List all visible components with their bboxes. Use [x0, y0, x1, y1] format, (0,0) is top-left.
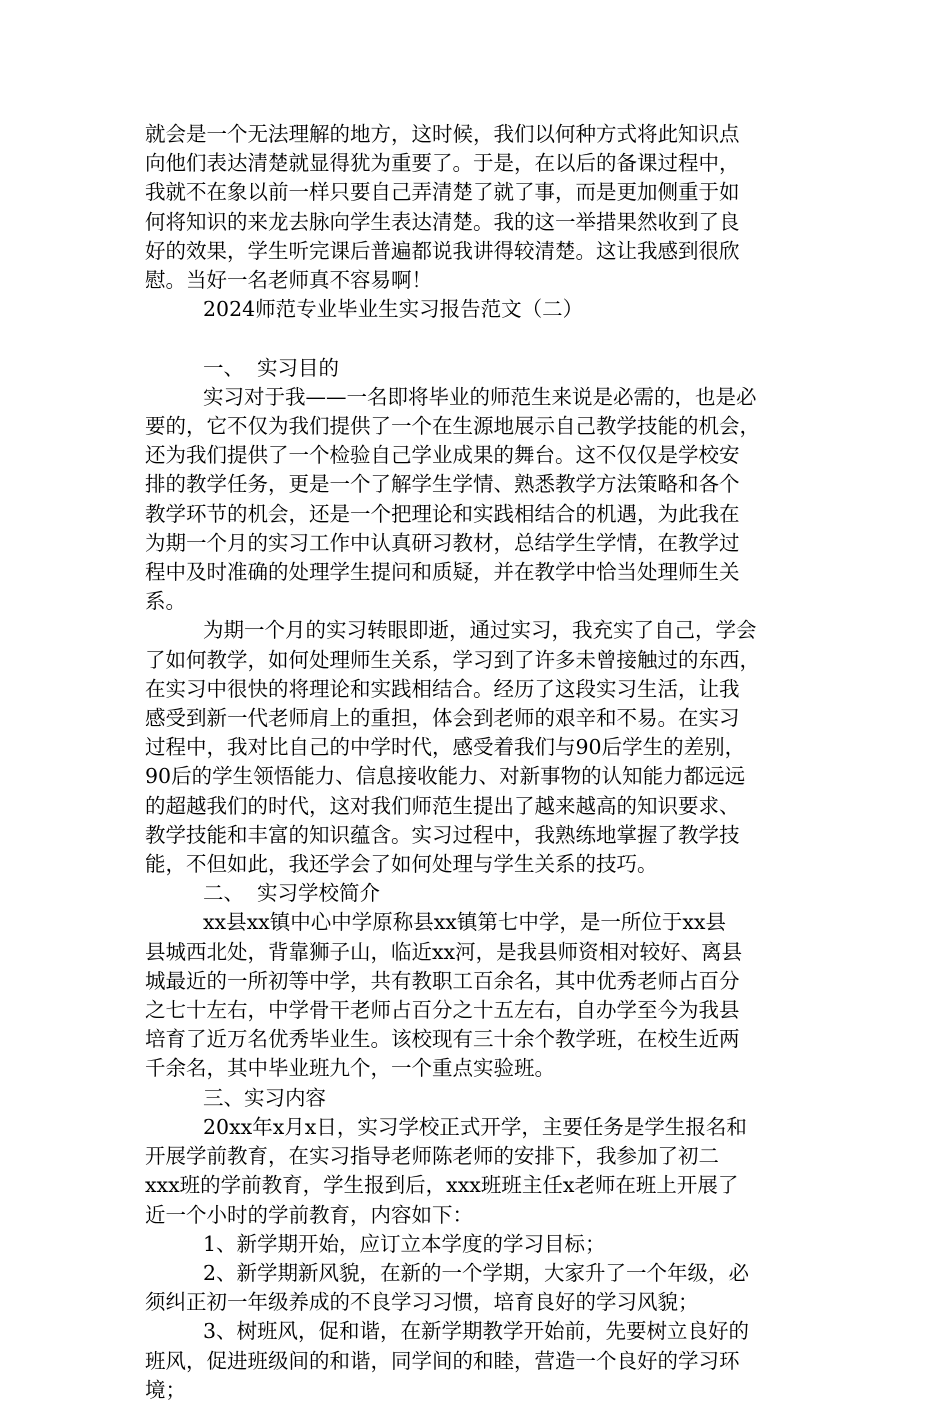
text-line: 近一个小时的学前教育，内容如下：	[145, 1202, 473, 1227]
section-heading-purpose	[145, 354, 811, 383]
list-item	[145, 1230, 811, 1259]
text-line: 我就不在象以前一样只要自己弄清楚了就了事，而是更加侧重于如	[145, 180, 740, 205]
section-title: 实习目的	[257, 355, 339, 380]
text-line: 20xx年x月x日，实习学校正式开学，主要任务是学生报名和	[203, 1114, 747, 1139]
section-heading-school	[145, 879, 811, 908]
text-line: 千余名，其中毕业班九个，一个重点实验班。	[145, 1056, 555, 1081]
text-line: 为期一个月的实习转眼即逝，通过实习，我充实了自己，学会	[203, 618, 757, 643]
text-line: 何将知识的来龙去脉向学生表达清楚。我的这一举措果然收到了良	[145, 209, 740, 234]
text-line: 90后的学生领悟能力、信息接收能力、对新事物的认知能力都远远	[145, 764, 746, 789]
text-line: xxx班的学前教育，学生报到后，xxx班班主任x老师在班上开展了	[145, 1173, 739, 1198]
text-line: 还为我们提供了一个检验自己学业成果的舞台。这不仅仅是学校安	[145, 443, 740, 468]
text-line: 系。	[145, 589, 186, 614]
paragraph-school	[145, 908, 811, 1083]
text-line: 好的效果，学生听完课后普遍都说我讲得较清楚。这让我感到很欣	[145, 238, 740, 263]
text-line: 程中及时准确的处理学生提问和质疑，并在教学中恰当处理师生关	[145, 560, 740, 585]
section-number: 一、	[203, 355, 244, 380]
intro-paragraph	[145, 120, 811, 295]
text-line: 能，不但如此，我还学会了如何处理与学生关系的技巧。	[145, 852, 658, 877]
text-line: 境；	[145, 1377, 186, 1402]
text-line: xx县xx镇中心中学原称县xx镇第七中学，是一所位于xx县	[203, 910, 726, 935]
text-line: 感受到新一代老师肩上的重担，体会到老师的艰辛和不易。在实习	[145, 706, 740, 731]
text-line: 1、新学期开始，应订立本学度的学习目标；	[203, 1231, 606, 1256]
text-line: 教学环节的机会，还是一个把理论和实践相结合的机遇，为此我在	[145, 501, 740, 526]
document-page	[145, 120, 811, 1405]
blank-line	[145, 324, 811, 353]
text-line: 为期一个月的实习工作中认真研习教材，总结学生学情，在教学过	[145, 530, 740, 555]
text-line: 在实习中很快的将理论和实践相结合。经历了这段实习生活，让我	[145, 676, 740, 701]
document-title: 2024师范专业毕业生实习报告范文（二）	[203, 297, 584, 322]
text-line: 就会是一个无法理解的地方，这时候，我们以何种方式将此知识点	[145, 122, 740, 146]
text-line: 排的教学任务，更是一个了解学生学情、熟悉教学方法策略和各个	[145, 472, 740, 497]
text-line: 了如何教学，如何处理师生关系，学习到了许多未曾接触过的东西，	[145, 647, 760, 672]
text-line: 2、新学期新风貌，在新的一个学期，大家升了一个年级，必	[203, 1260, 750, 1285]
text-line: 3、树班风，促和谐，在新学期教学开始前，先要树立良好的	[203, 1319, 750, 1344]
list-item	[145, 1317, 811, 1405]
text-line: 培育了近万名优秀毕业生。该校现有三十余个教学班，在校生近两	[145, 1027, 740, 1052]
text-line: 向他们表达清楚就显得犹为重要了。于是，在以后的备课过程中，	[145, 151, 740, 176]
text-line: 要的，它不仅为我们提供了一个在生源地展示自己教学技能的机会，	[145, 414, 760, 439]
text-line: 开展学前教育，在实习指导老师陈老师的安排下，我参加了初二	[145, 1144, 719, 1169]
text-line: 的超越我们的时代，这对我们师范生提出了越来越高的知识要求、	[145, 793, 740, 818]
text-line: 过程中，我对比自己的中学时代，感受着我们与90后学生的差别，	[145, 735, 746, 760]
text-line: 城最近的一所初等中学，共有教职工百余名，其中优秀老师占百分	[145, 968, 740, 993]
list-item	[145, 1259, 811, 1317]
section-number: 二、	[203, 881, 244, 906]
section-title: 实习学校简介	[257, 881, 380, 906]
text-line: 慰。当好一名老师真不容易啊！	[145, 268, 432, 293]
paragraph-purpose-1	[145, 383, 811, 617]
text-line: 县城西北处，背靠狮子山，临近xx河，是我县师资相对较好、离县	[145, 939, 743, 964]
text-line: 班风，促进班级间的和谐，同学间的和睦，营造一个良好的学习环	[145, 1348, 740, 1373]
text-line: 教学技能和丰富的知识蕴含。实习过程中，我熟练地掌握了教学技	[145, 822, 740, 847]
text-line: 实习对于我——一名即将毕业的师范生来说是必需的，也是必	[203, 384, 757, 409]
text-line: 之七十左右，中学骨干老师占百分之十五左右，自办学至今为我县	[145, 998, 740, 1023]
paragraph-purpose-2	[145, 616, 811, 879]
paragraph-content	[145, 1113, 811, 1230]
text-line: 须纠正初一年级养成的不良学习习惯，培育良好的学习风貌；	[145, 1290, 699, 1315]
section-heading-content: 三、实习内容	[203, 1085, 326, 1110]
